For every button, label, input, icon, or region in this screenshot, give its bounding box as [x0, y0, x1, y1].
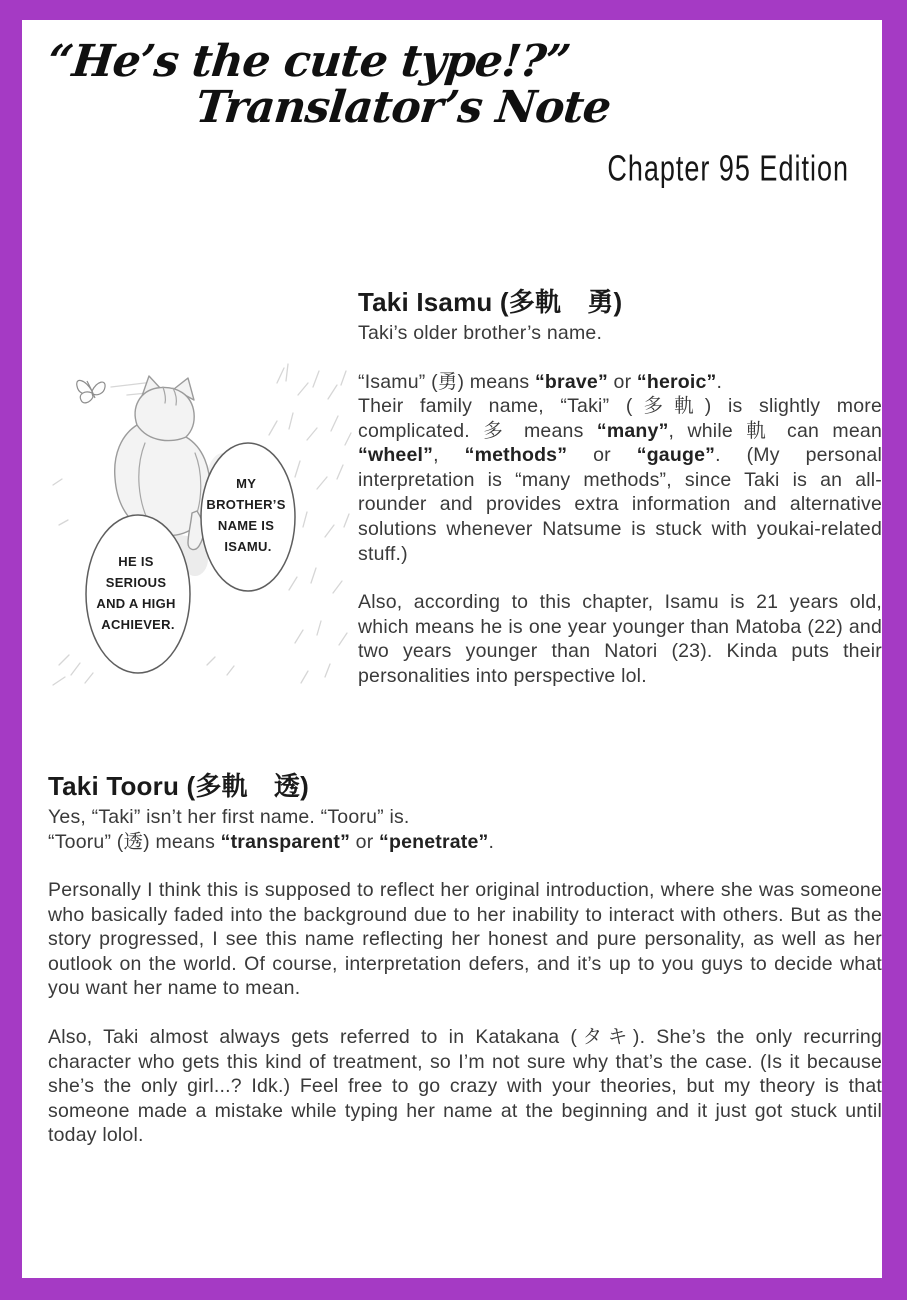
cat-illustration — [45, 363, 355, 695]
page-title-line1: “He’s the cute type!?” — [45, 36, 573, 87]
isamu-section — [358, 288, 882, 688]
speech-bubble-left-text: HE IS SERIOUS AND A HIGH ACHIEVER. — [96, 554, 176, 632]
tooru-heading: Taki Tooru (多軌 透) — [48, 771, 309, 801]
tooru-interpretation-paragraph: Personally I think this is supposed to reflect her original introduction, where she was someone who basically faded into the background due to her inability to interact with others. But as the story progressed, I see this name reflecting her honest and pure personality, as well as her outlook on the world. Of course, interpretation defers, and it’s up to you guys to decide what you want her name to mean. — [48, 879, 882, 1000]
tooru-section — [48, 772, 882, 1148]
isamu-age-paragraph: Also, according to this chapter, Isamu is 21 years old, which means he is one year younger than Matoba (22) and two years younger than Natori (23). Kinda puts their personalities into perspective lol. — [358, 591, 882, 687]
isamu-family-name-paragraph: Their family name, “Taki” (多軌) is slightly more complicated. 多 means “many”, while 軌 can mean “wheel”, “methods” or “gauge”. (My personal interpretation is “many methods”, since Taki is an all-rounder and provides extra information and alternative solutions whenever Natsume is stuck with youkai-related stuff.) — [358, 395, 882, 565]
isamu-meaning-paragraph: “Isamu” (勇) means “brave” or “heroic”. — [358, 370, 723, 393]
tooru-meaning-paragraph: “Tooru” (透) means “transparent” or “penetrate”. — [48, 830, 495, 853]
tooru-first-name-line: Yes, “Taki” isn’t her first name. “Tooru” is. — [48, 806, 410, 829]
isamu-heading: Taki Isamu (多軌 勇) — [358, 287, 623, 317]
speech-bubble-left — [86, 515, 190, 673]
tooru-katakana-paragraph: Also, Taki almost always gets referred to in Katakana (タキ). She’s the only recurring character who gets this kind of treatment, so I’m not sure why that’s the case. (Is it because she’s the only girl...? Idk.) Feel free to go crazy with your theories, but my theory is that someone made a mistake while typing her name at the beginning and it just got stuck until today lolol. — [48, 1026, 882, 1147]
isamu-subheading: Taki’s older brother’s name. — [358, 322, 603, 345]
chapter-edition-label: Chapter 95 Edition — [607, 148, 849, 189]
butterfly-icon — [77, 380, 105, 402]
speech-bubble-right — [201, 443, 295, 591]
page-title-line2: Translator’s Note — [193, 82, 613, 133]
speech-bubble-right-text: MY BROTHER’S NAME IS ISAMU. — [206, 476, 286, 554]
